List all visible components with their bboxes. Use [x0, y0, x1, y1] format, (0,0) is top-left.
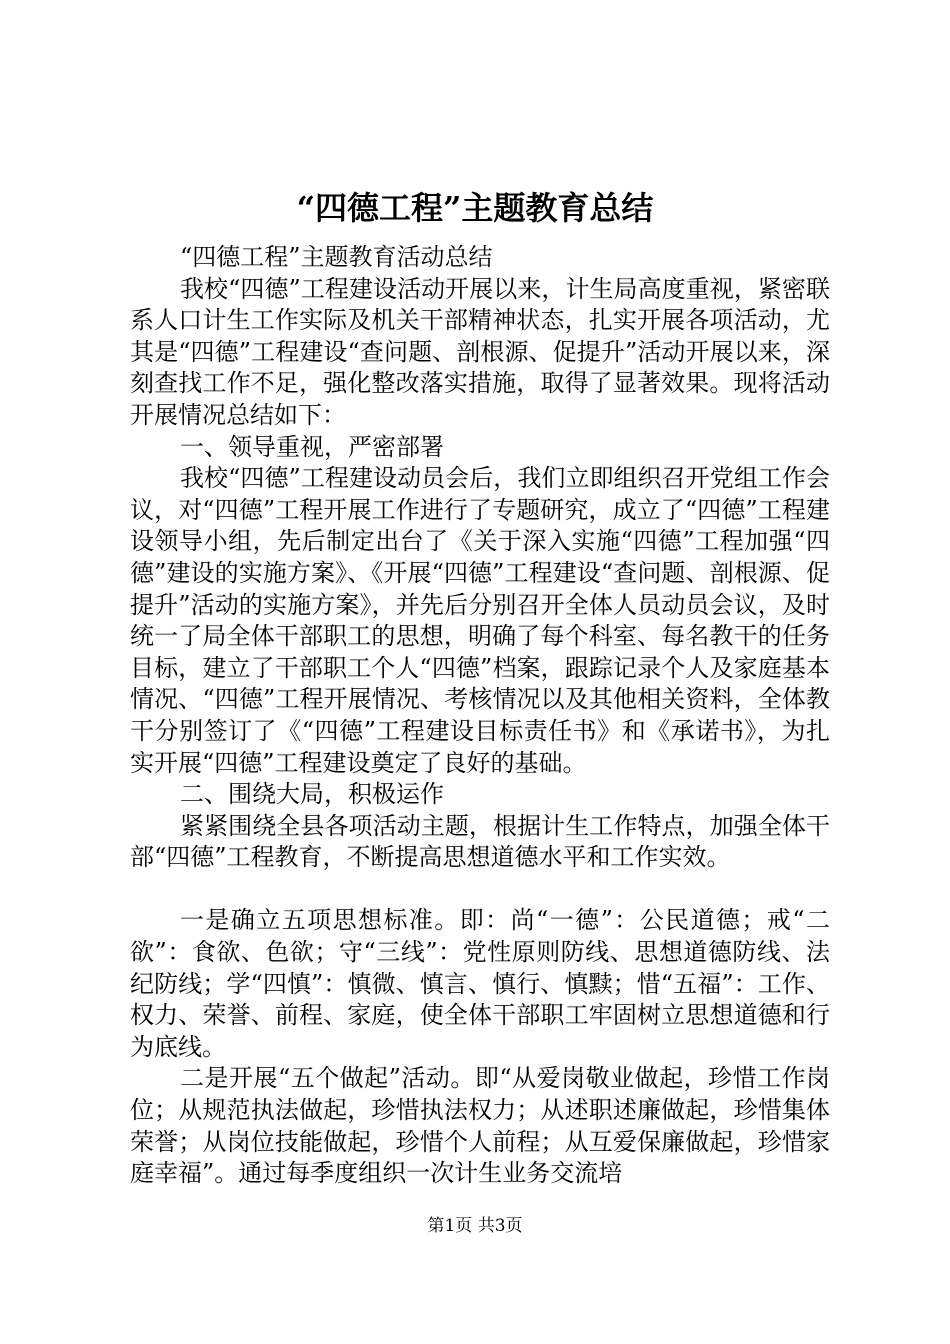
- paragraph-item-1: 一是确立五项思想标准。即：尚“一德”：公民道德；戒“二欲”：食欲、色欲；守“三线”：党性原则防线、思想道德防线、法纪防线；学“四慎”：慎微、慎言、慎行、慎黩；惜“五福”：工作、权力、荣誉、前程、家庭，使全体干部职工牢固树立思想道德和行为底线。: [130, 906, 830, 1061]
- paragraph-section-1: 我校“四德”工程建设动员会后，我们立即组织召开党组工作会议，对“四德”工程开展工作进行了专题研究，成立了“四德”工程建设领导小组，先后制定出台了《关于深入实施“四德”工程加强“四德”建设的实施方案》、《开展“四德”工程建设“查问题、剖根源、促提升”活动的实施方案》，并先后分别召开全体人员动员会议，及时统一了局全体干部职工的思想，明确了每个科室、每名教干的任务目标，建立了干部职工个人“四德”档案，跟踪记录个人及家庭基本情况、“四德”工程开展情况、考核情况以及其他相关资料，全体教干分别签订了《“四德”工程建设目标责任书》和《承诺书》，为扎实开展“四德”工程建设奠定了良好的基础。: [130, 464, 830, 777]
- section-heading-1: 一、领导重视，严密部署: [180, 432, 444, 461]
- document-title: “四德工程”主题教育总结: [296, 189, 654, 227]
- paragraph-intro: 我校“四德”工程建设活动开展以来，计生局高度重视，紧密联系人口计生工作实际及机关干部精神状态，扎实开展各项活动，尤其是“四德”工程建设“查问题、剖根源、促提升”活动开展以来，深刻查找工作不足，强化整改落实措施，取得了显著效果。现将活动开展情况总结如下：: [130, 274, 830, 429]
- paragraph-spacer: [130, 874, 830, 906]
- paragraph-item-2: 二是开展“五个做起”活动。即“从爱岗敬业做起，珍惜工作岗位；从规范执法做起，珍惜执法权力；从述职述廉做起，珍惜集体荣誉；从岗位技能做起，珍惜个人前程；从互爱保廉做起，珍惜家庭幸福”。通过每季度组织一次计生业务交流培: [130, 1064, 830, 1188]
- section-heading-2: 二、围绕大局，积极运作: [180, 780, 444, 809]
- paragraph-section-2: 紧紧围绕全县各项活动主题，根据计生工作特点，加强全体干部“四德”工程教育，不断提高思想道德水平和工作实效。: [130, 811, 830, 872]
- document-subtitle: “四德工程”主题教育活动总结: [180, 243, 493, 271]
- document-body: [130, 242, 830, 1190]
- page-footer: 第1页 共3页: [427, 1216, 523, 1236]
